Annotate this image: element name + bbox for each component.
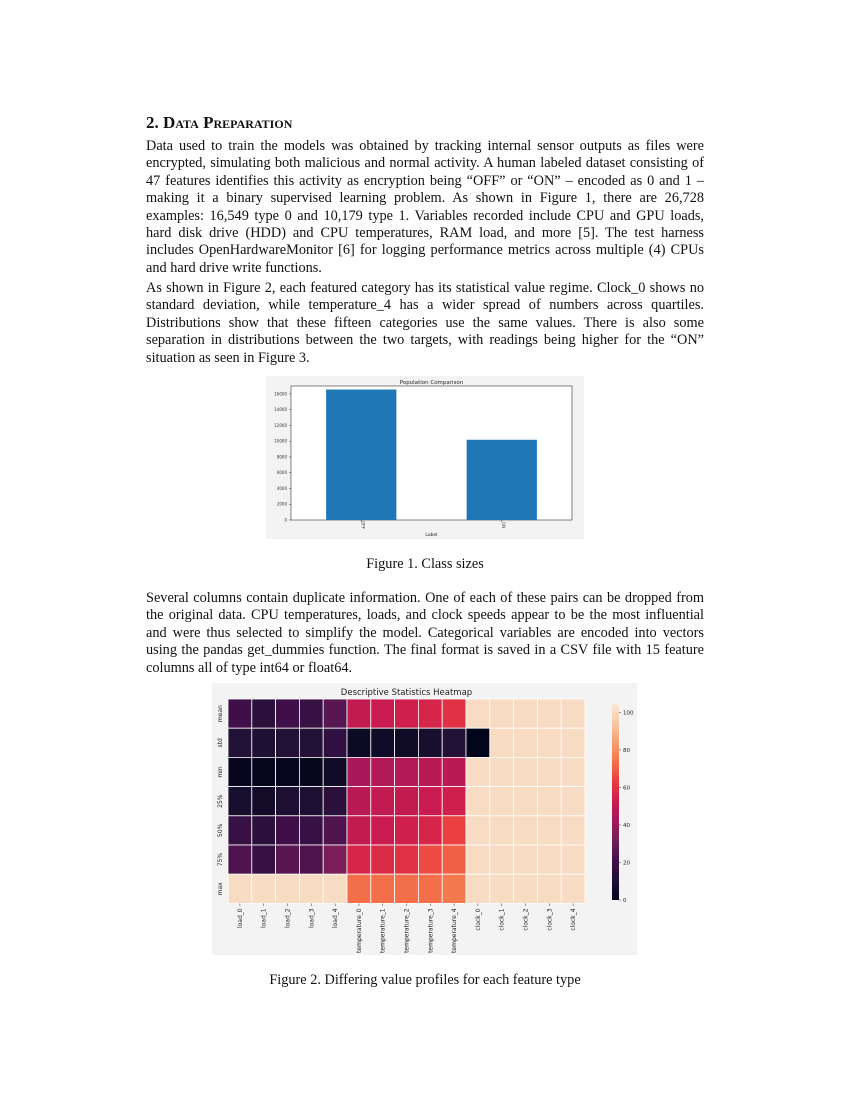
- figure-value-profiles: [212, 683, 637, 955]
- heatmap-cell: [347, 816, 371, 845]
- colorbar: [612, 703, 619, 900]
- heatmap-cell: [514, 874, 538, 903]
- heatmap-cell: [418, 816, 442, 845]
- column-label: clock_1: [498, 908, 506, 931]
- y-tick-label: 4000: [276, 485, 287, 491]
- heatmap-cell: [490, 728, 514, 757]
- y-tick-label: 8000: [276, 454, 287, 460]
- colorbar-tick-label: 80: [623, 747, 630, 754]
- heatmap-cell: [442, 874, 466, 903]
- figure-1-caption: Figure 1. Class sizes: [366, 556, 484, 572]
- heatmap-cell: [395, 699, 419, 728]
- paragraph-data-source: Data used to train the models was obtained by tracking internal sensor outputs as files were encrypted, simulating both malicious and normal activity. A human labeled dataset consisting of 47 features identifies this activity as encryption being “OFF” or “ON” – encoded as 0 and 1 – making it a binary supervised learning problem. As shown in Figure 1, there are 26,728 examples: 16,549 type 0 and 10,179 type 1. Variables recorded include CPU and GPU loads, hard disk drive (HDD) and CPU temperatures, RAM load, and more [5]. The test harness includes OpenHardwareMonitor [6] for logging performance metrics across multiple (4) CPUs and hard drive write functions.: [146, 138, 704, 276]
- heatmap-cell: [466, 699, 490, 728]
- heatmap-cell: [490, 874, 514, 903]
- heatmap-cell: [561, 699, 585, 728]
- heatmap-cell: [466, 874, 490, 903]
- column-label: temperature_2: [403, 908, 411, 953]
- heatmap-cell: [252, 787, 276, 816]
- heatmap-cell: [323, 699, 347, 728]
- heatmap-cell: [490, 699, 514, 728]
- heatmap-cell: [299, 757, 323, 786]
- heatmap-cell: [537, 728, 561, 757]
- heatmap-cell: [228, 845, 252, 874]
- heatmap-cell: [299, 728, 323, 757]
- heatmap-cell: [395, 728, 419, 757]
- heatmap-cell: [299, 699, 323, 728]
- heatmap-cell: [395, 757, 419, 786]
- heatmap-cell: [418, 787, 442, 816]
- heatmap-cell: [323, 728, 347, 757]
- section-title: Data Preparation: [163, 113, 293, 132]
- heatmap-cell: [561, 816, 585, 845]
- heatmap-cell: [395, 787, 419, 816]
- chart-title: Population Comparison: [399, 380, 464, 386]
- heatmap-cell: [514, 787, 538, 816]
- heatmap-cell: [466, 845, 490, 874]
- heatmap-cell: [442, 728, 466, 757]
- heatmap-cell: [418, 874, 442, 903]
- heatmap-cell: [371, 787, 395, 816]
- column-label: load_0: [236, 908, 244, 929]
- x-axis-label: Label: [425, 533, 438, 538]
- heatmap-cell: [514, 816, 538, 845]
- row-label: 25%: [217, 794, 224, 808]
- y-tick-label: 2000: [276, 501, 287, 507]
- heatmap-cell: [442, 699, 466, 728]
- heatmap-cell: [228, 816, 252, 845]
- heatmap-cell: [514, 757, 538, 786]
- bar-on: [467, 440, 537, 520]
- heatmap-cell: [347, 787, 371, 816]
- heatmap-cell: [561, 845, 585, 874]
- heatmap-cell: [537, 757, 561, 786]
- heatmap-title: Descriptive Statistics Heatmap: [340, 688, 473, 698]
- heatmap-cell: [228, 757, 252, 786]
- heatmap-cell: [276, 787, 300, 816]
- heatmap-cell: [442, 845, 466, 874]
- row-label: std: [217, 738, 224, 748]
- column-label: temperature_0: [355, 908, 363, 953]
- heatmap-cell: [561, 787, 585, 816]
- heatmap-cell: [276, 816, 300, 845]
- heatmap-cell: [442, 787, 466, 816]
- column-label: temperature_4: [451, 908, 459, 953]
- x-tick-label: ON: [500, 521, 506, 529]
- heatmap-cell: [490, 787, 514, 816]
- heatmap-cell: [252, 874, 276, 903]
- heatmap-cell: [561, 728, 585, 757]
- column-label: temperature_1: [379, 908, 387, 953]
- column-label: clock_4: [570, 908, 578, 931]
- heatmap-cell: [395, 816, 419, 845]
- heatmap-cell: [347, 874, 371, 903]
- row-label: 50%: [217, 823, 224, 838]
- heatmap-cell: [347, 728, 371, 757]
- column-label: temperature_3: [427, 908, 435, 953]
- column-label: load_1: [260, 908, 268, 929]
- heatmap-cell: [442, 816, 466, 845]
- figure-2-caption: Figure 2. Differing value profiles for each feature type: [269, 972, 581, 988]
- heatmap-cell: [371, 816, 395, 845]
- heatmap-cell: [299, 874, 323, 903]
- figure-class-sizes: [266, 376, 584, 539]
- heatmap-cell: [323, 757, 347, 786]
- column-label: load_4: [332, 908, 340, 929]
- row-label: max: [217, 882, 224, 896]
- y-tick-label: 6000: [276, 470, 287, 476]
- row-label: min: [217, 766, 224, 778]
- heatmap-cell: [514, 845, 538, 874]
- heatmap-cell: [395, 874, 419, 903]
- row-label: mean: [217, 705, 224, 723]
- heatmap-cell: [299, 845, 323, 874]
- section-number: 2.: [146, 113, 159, 132]
- colorbar-tick-label: 40: [623, 822, 630, 829]
- bar-off: [326, 390, 396, 520]
- paragraph-column-selection: Several columns contain duplicate information. One of each of these pairs can be dropped from the original data. CPU temperatures, loads, and clock speeds appear to be the most influential and were thus selected to simplify the model. Categorical variables are encoded into vectors using the pandas get_dummies function. The final format is saved in a CSV file with 15 feature columns all of type int64 or float64.: [146, 590, 704, 676]
- heatmap-cell: [323, 845, 347, 874]
- heatmap-cell: [252, 816, 276, 845]
- heatmap-cell: [299, 787, 323, 816]
- y-tick-label: 10000: [274, 438, 287, 444]
- heatmap-cell: [490, 816, 514, 845]
- heatmap-cell: [537, 816, 561, 845]
- heatmap-cell: [323, 874, 347, 903]
- heatmap-cell: [252, 845, 276, 874]
- heatmap-cell: [371, 874, 395, 903]
- heatmap-descriptive-statistics: [212, 683, 637, 955]
- y-tick-label: 0: [284, 517, 287, 523]
- heatmap-cell: [418, 757, 442, 786]
- colorbar-tick-label: 20: [623, 860, 630, 867]
- heatmap-cell: [537, 845, 561, 874]
- heatmap-cell: [442, 757, 466, 786]
- colorbar-tick-label: 0: [623, 898, 627, 904]
- heatmap-cell: [418, 728, 442, 757]
- heatmap-cell: [418, 845, 442, 874]
- heatmap-cell: [252, 757, 276, 786]
- heatmap-cell: [252, 699, 276, 728]
- heatmap-cell: [490, 757, 514, 786]
- heatmap-cell: [537, 874, 561, 903]
- column-label: load_2: [284, 908, 292, 929]
- heatmap-cell: [561, 757, 585, 786]
- heatmap-cell: [347, 699, 371, 728]
- heatmap-cell: [371, 845, 395, 874]
- heatmap-cell: [323, 816, 347, 845]
- heatmap-cell: [276, 845, 300, 874]
- heatmap-cell: [371, 757, 395, 786]
- heatmap-cell: [299, 816, 323, 845]
- bar-chart-population: [266, 376, 584, 539]
- heatmap-cell: [371, 728, 395, 757]
- y-tick-label: 14000: [274, 407, 287, 413]
- heatmap-cell: [276, 699, 300, 728]
- heatmap-cell: [514, 728, 538, 757]
- colorbar-tick-label: 60: [623, 785, 630, 792]
- heatmap-cell: [276, 874, 300, 903]
- heatmap-cell: [347, 845, 371, 874]
- heatmap-cell: [347, 757, 371, 786]
- column-label: clock_2: [522, 908, 530, 931]
- y-tick-label: 12000: [274, 422, 287, 428]
- x-tick-label: OFF: [360, 521, 366, 529]
- column-label: clock_0: [474, 908, 482, 931]
- colorbar-tick-label: 100: [623, 710, 634, 717]
- heatmap-cell: [228, 728, 252, 757]
- heatmap-cell: [418, 699, 442, 728]
- heatmap-cell: [371, 699, 395, 728]
- heatmap-cell: [537, 787, 561, 816]
- heatmap-cell: [466, 787, 490, 816]
- heatmap-cell: [466, 757, 490, 786]
- heatmap-cell: [490, 845, 514, 874]
- row-label: 75%: [217, 852, 224, 867]
- section-heading: [146, 113, 292, 133]
- paragraph-feature-regimes: As shown in Figure 2, each featured category has its statistical value regime. Clock_0 shows no standard deviation, while temperature_4 has a wider spread of numbers across quartiles. Distributions show that these fifteen categories use the same values. There is also some separation in distributions between the two targets, with readings being higher for the “ON” situation as seen in Figure 3.: [146, 280, 704, 366]
- heatmap-cell: [228, 699, 252, 728]
- heatmap-cell: [252, 728, 276, 757]
- heatmap-cell: [228, 874, 252, 903]
- heatmap-cell: [561, 874, 585, 903]
- heatmap-cell: [323, 787, 347, 816]
- column-label: clock_3: [546, 908, 554, 931]
- heatmap-cell: [537, 699, 561, 728]
- heatmap-cell: [276, 757, 300, 786]
- heatmap-cell: [466, 728, 490, 757]
- heatmap-cell: [395, 845, 419, 874]
- heatmap-cell: [228, 787, 252, 816]
- heatmap-cell: [466, 816, 490, 845]
- column-label: load_3: [308, 908, 316, 929]
- heatmap-cell: [276, 728, 300, 757]
- y-tick-label: 16000: [274, 391, 287, 397]
- heatmap-cell: [514, 699, 538, 728]
